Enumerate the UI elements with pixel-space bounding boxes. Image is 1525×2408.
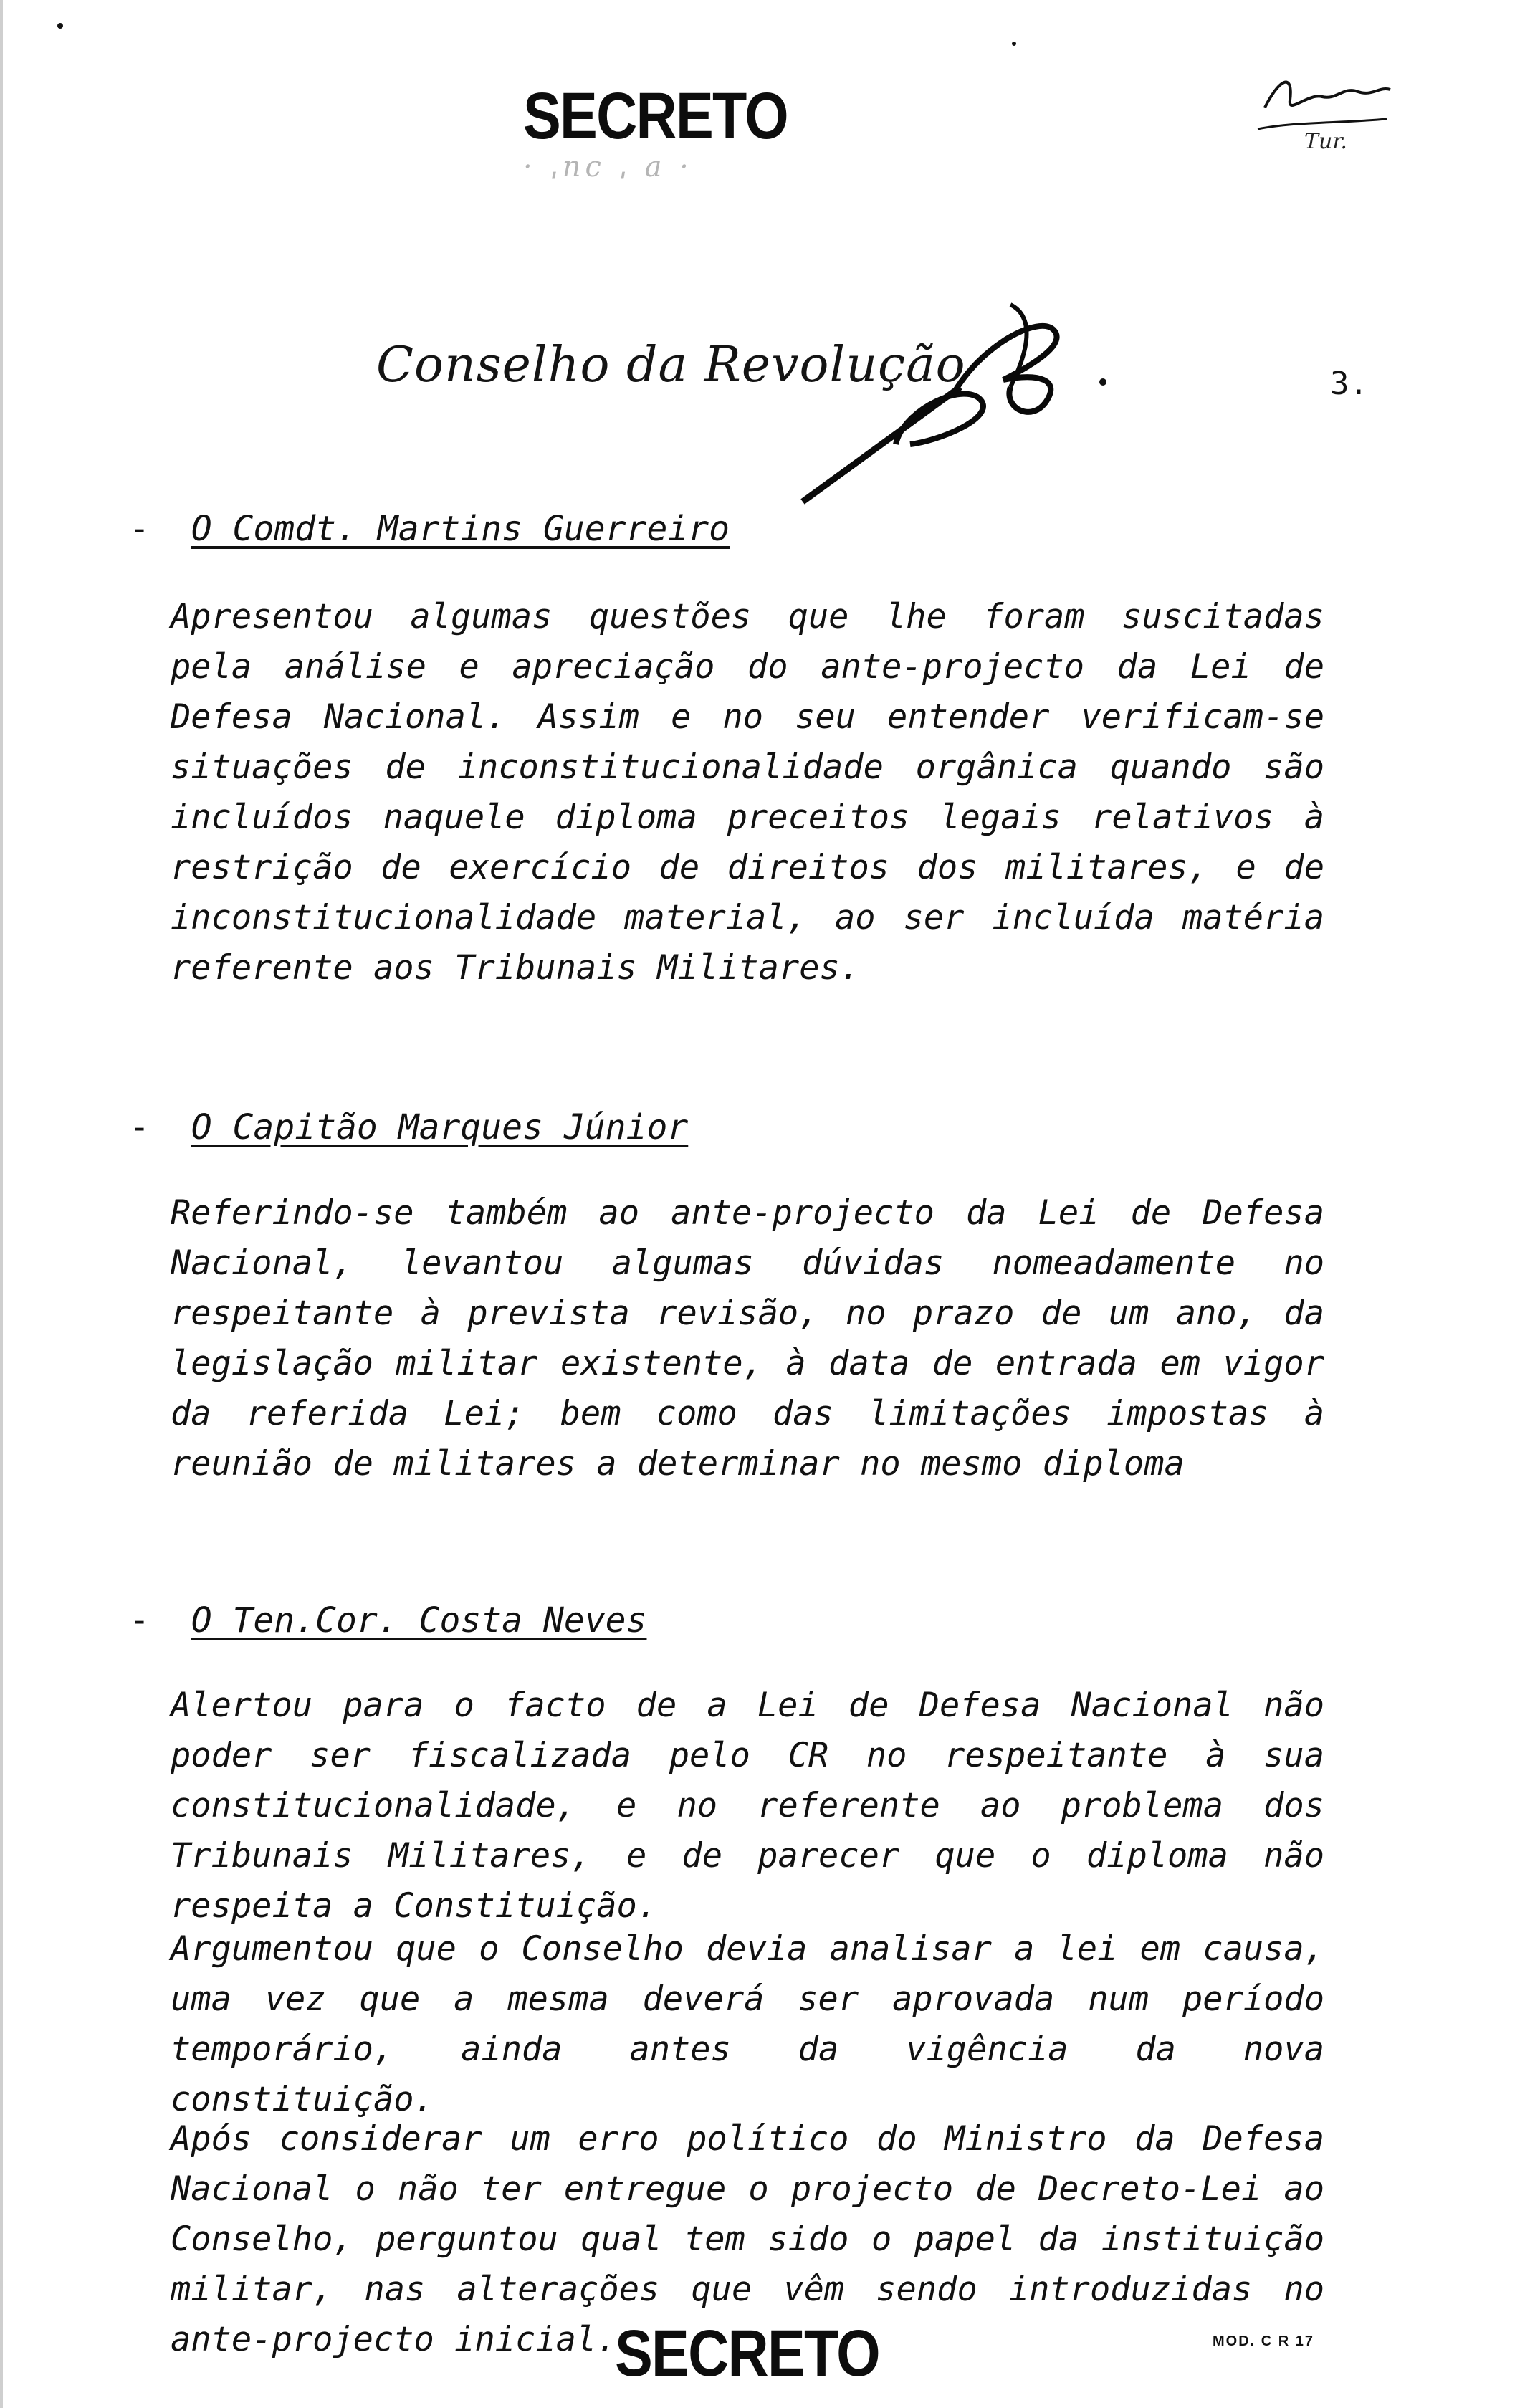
- secret-stamp-top: SECRETO: [523, 80, 788, 153]
- speech-paragraph: Referindo-se também ao ante-projecto da Lei de Defesa Nacional, levantou algumas dúvidas nomeadamente no respeitante à prevista revisão, no prazo de um ano, da legislação militar existente, à data de entrada em vigor da referida Lei; bem como das limitações impostas à reunião de militares a determinar no mesmo diploma: [171, 1193, 1324, 1484]
- page-number: 3.: [1330, 366, 1368, 402]
- ink-dot: [1012, 42, 1016, 46]
- speech-paragraph: Argumentou que o Conselho devia analisar a lei em causa, uma vez que a mesma deverá ser aprovada num período temporário, ainda antes da vigência da nova constituição.: [171, 1929, 1324, 2119]
- speaker-heading: - O Capitão Marques Júnior: [129, 1107, 689, 1147]
- ink-dot: [57, 23, 63, 29]
- speech-paragraph: Apresentou algumas questões que lhe foram suscitadas pela análise e apreciação do ante-projecto da Lei de Defesa Nacional. Assim e no seu entender verificam-se situações de inconstitucionalidade orgânica quando são incluídos naquele diploma preceitos legais relativos à restrição de exercício de direitos dos militares, e de inconstitucionalidade material, ao ser incluída matéria referente aos Tribunais Militares.: [171, 597, 1324, 988]
- initials-label: Tur.: [1304, 129, 1347, 154]
- speech-paragraph: Alertou para o facto de a Lei de Defesa Nacional não poder ser fiscalizada pelo CR no respeitante à sua constitucionalidade, e no referente ao problema dos Tribunais Militares, e de parecer que o diploma não respeita a Constituição.: [171, 1686, 1324, 1926]
- speaker-heading: - O Comdt. Martins Guerreiro: [129, 509, 730, 549]
- secret-stamp-bottom: SECRETO: [615, 2317, 880, 2390]
- letterhead-title: Conselho da Revolução: [376, 337, 966, 393]
- faded-stamp-remnant: · ˌnc ˌ a ·: [523, 150, 693, 183]
- speech-paragraph: Após considerar um erro político do Ministro da Defesa Nacional o não ter entregue o projecto de Decreto-Lei ao Conselho, perguntou qual tem sido o papel da instituição militar, nas alterações que vêm sendo introduzidas no ante-projecto inicial.: [171, 2119, 1324, 2359]
- scan-edge: [0, 0, 3, 2408]
- form-code: MOD. C R 17: [1213, 2333, 1315, 2349]
- signature-rubric: [795, 301, 1111, 516]
- speaker-heading: - O Ten.Cor. Costa Neves: [129, 1600, 647, 1640]
- ink-dot: [1099, 378, 1106, 386]
